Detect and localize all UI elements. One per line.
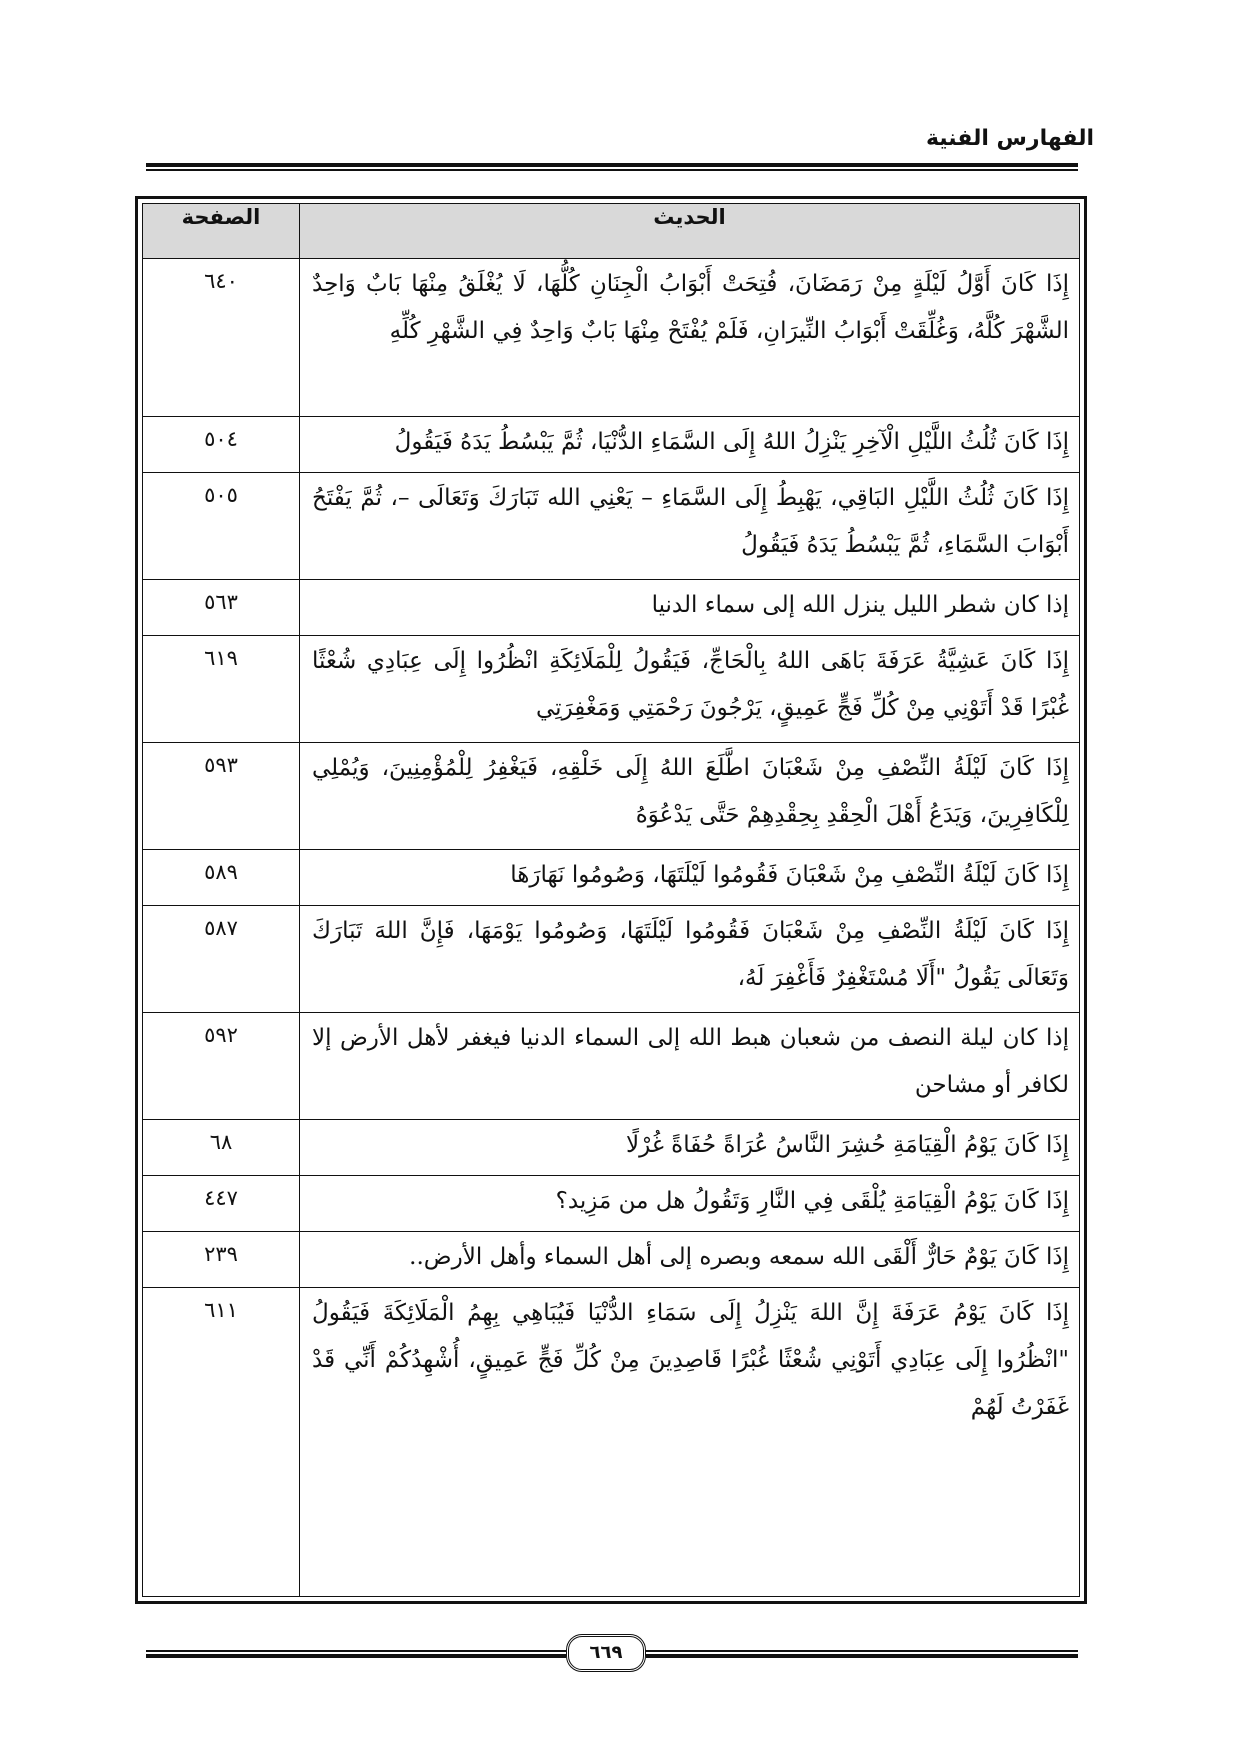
hadith-index-table-frame xyxy=(135,196,1087,1604)
hadith-text: إِذَا كَانَ لَيْلَةُ النِّصْفِ مِنْ شَعْبَانَ اطَّلَعَ اللهُ إِلَى خَلْقِهِ، فَيَغْفِرُ لِلْمُؤْمِنِينَ، وَيُمْلِي لِلْكَافِرِينَ، وَيَدَعُ أَهْلَ الْحِقْدِ بِحِقْدِهِمْ حَتَّى يَدْعُوَهُ xyxy=(300,743,1080,850)
page-number-cell: ٥٠٥ xyxy=(143,473,300,580)
footer-double-rule-left xyxy=(146,1650,566,1658)
table-row xyxy=(143,850,1080,906)
footer-double-rule-right xyxy=(646,1650,1078,1658)
table-row xyxy=(143,743,1080,850)
hadith-index-table xyxy=(142,203,1080,1597)
page-number: ٦٦٩ xyxy=(566,1634,646,1672)
hadith-text: إِذَا كَانَ يَوْمٌ حَارٌّ أَلْقَى الله سمعه وبصره إلى أهل السماء وأهل الأرض.. xyxy=(300,1232,1080,1288)
page-number-cell: ٦٨ xyxy=(143,1120,300,1176)
hadith-text: إِذَا كَانَ يَوْمُ الْقِيَامَةِ حُشِرَ النَّاسُ عُرَاةً حُفَاةً غُرْلًا xyxy=(300,1120,1080,1176)
hadith-text: إِذَا كَانَ لَيْلَةُ النِّصْفِ مِنْ شَعْبَانَ فَقُومُوا لَيْلَتَهَا، وَصُومُوا نَهَارَهَا xyxy=(300,850,1080,906)
header-double-rule xyxy=(146,163,1078,171)
hadith-text: إِذَا كَانَ لَيْلَةُ النِّصْفِ مِنْ شَعْبَانَ فَقُومُوا لَيْلَتَهَا، وَصُومُوا يَوْمَهَا، فَإِنَّ اللهَ تَبَارَكَ وَتَعَالَى يَقُولُ "أَلَا مُسْتَغْفِرٌ فَأَغْفِرَ لَهُ، xyxy=(300,906,1080,1013)
hadith-text: إذا كان شطر الليل ينزل الله إلى سماء الدنيا xyxy=(300,580,1080,636)
hadith-text: إذا كان ليلة النصف من شعبان هبط الله إلى السماء الدنيا فيغفر لأهل الأرض إلا لكافر أو مشاحن xyxy=(300,1013,1080,1120)
hadith-text: إِذَا كَانَ أَوَّلُ لَيْلَةٍ مِنْ رَمَضَانَ، فُتِحَتْ أَبْوَابُ الْجِنَانِ كُلُّهَا، لَا يُغْلَقُ مِنْهَا بَابٌ وَاحِدٌ الشَّهْرَ كُلَّهُ، وَغُلِّقَتْ أَبْوَابُ النِّيرَانِ، فَلَمْ يُفْتَحْ مِنْهَا بَابٌ وَاحِدٌ فِي الشَّهْرِ كُلِّهِ xyxy=(300,259,1080,417)
page-number-cell: ٦١١ xyxy=(143,1288,300,1597)
page-number-cell: ٥٠٤ xyxy=(143,417,300,473)
table-row xyxy=(143,906,1080,1013)
table-header-row xyxy=(143,204,1080,259)
table-row xyxy=(143,417,1080,473)
table-row xyxy=(143,1120,1080,1176)
page-number-cell: ٥٦٣ xyxy=(143,580,300,636)
page-number-cell: ٦٤٠ xyxy=(143,259,300,417)
table-row xyxy=(143,1232,1080,1288)
table-row xyxy=(143,636,1080,743)
table-row xyxy=(143,1176,1080,1232)
page-number-cell: ٥٨٧ xyxy=(143,906,300,1013)
running-head-title: الفهارس الفنية xyxy=(925,126,1094,151)
hadith-text: إِذَا كَانَ عَشِيَّةُ عَرَفَةَ بَاهَى اللهُ بِالْحَاجِّ، فَيَقُولُ لِلْمَلَائِكَةِ انْظُرُوا إِلَى عِبَادِي شُعْثًا غُبْرًا قَدْ أَتَوْنِي مِنْ كُلِّ فَجٍّ عَمِيقٍ، يَرْجُونَ رَحْمَتِي وَمَغْفِرَتِي xyxy=(300,636,1080,743)
table-row xyxy=(143,1013,1080,1120)
hadith-text: إِذَا كَانَ ثُلُثُ اللَّيْلِ الْآخِرِ يَنْزِلُ اللهُ إِلَى السَّمَاءِ الدُّنْيَا، ثُمَّ يَبْسُطُ يَدَهُ فَيَقُولُ xyxy=(300,417,1080,473)
table-row xyxy=(143,473,1080,580)
page-number-cell: ٦١٩ xyxy=(143,636,300,743)
hadith-text: إِذَا كَانَ يَوْمُ عَرَفَةَ إِنَّ اللهَ يَنْزِلُ إِلَى سَمَاءِ الدُّنْيَا فَيُبَاهِي بِهِمُ الْمَلَائِكَةَ فَيَقُولُ "انْظُرُوا إِلَى عِبَادِي أَتَوْنِي شُعْثًا غُبْرًا قَاصِدِينَ مِنْ كُلِّ فَجٍّ عَمِيقٍ، أُشْهِدُكُمْ أَنِّي قَدْ غَفَرْتُ لَهُمْ xyxy=(300,1288,1080,1597)
hadith-text: إِذَا كَانَ يَوْمُ الْقِيَامَةِ يُلْقَى فِي النَّارِ وَتَقُولُ هل من مَزِيد؟ xyxy=(300,1176,1080,1232)
table-row xyxy=(143,259,1080,417)
table-row xyxy=(143,580,1080,636)
page-number-cell: ٥٩٢ xyxy=(143,1013,300,1120)
page-number-cell: ٥٨٩ xyxy=(143,850,300,906)
column-header-hadith: الحديث xyxy=(300,204,1080,259)
page-number-cell: ٤٤٧ xyxy=(143,1176,300,1232)
hadith-text: إِذَا كَانَ ثُلُثُ اللَّيْلِ البَاقِي، يَهْبِطُ إِلَى السَّمَاءِ – يَعْنِي الله تَبَارَكَ وَتَعَالَى –، ثُمَّ يَفْتَحُ أَبْوَابَ السَّمَاءِ، ثُمَّ يَبْسُطُ يَدَهُ فَيَقُولُ xyxy=(300,473,1080,580)
page-number-cell: ٢٣٩ xyxy=(143,1232,300,1288)
page-number-cell: ٥٩٣ xyxy=(143,743,300,850)
column-header-page: الصفحة xyxy=(143,204,300,259)
table-row xyxy=(143,1288,1080,1597)
